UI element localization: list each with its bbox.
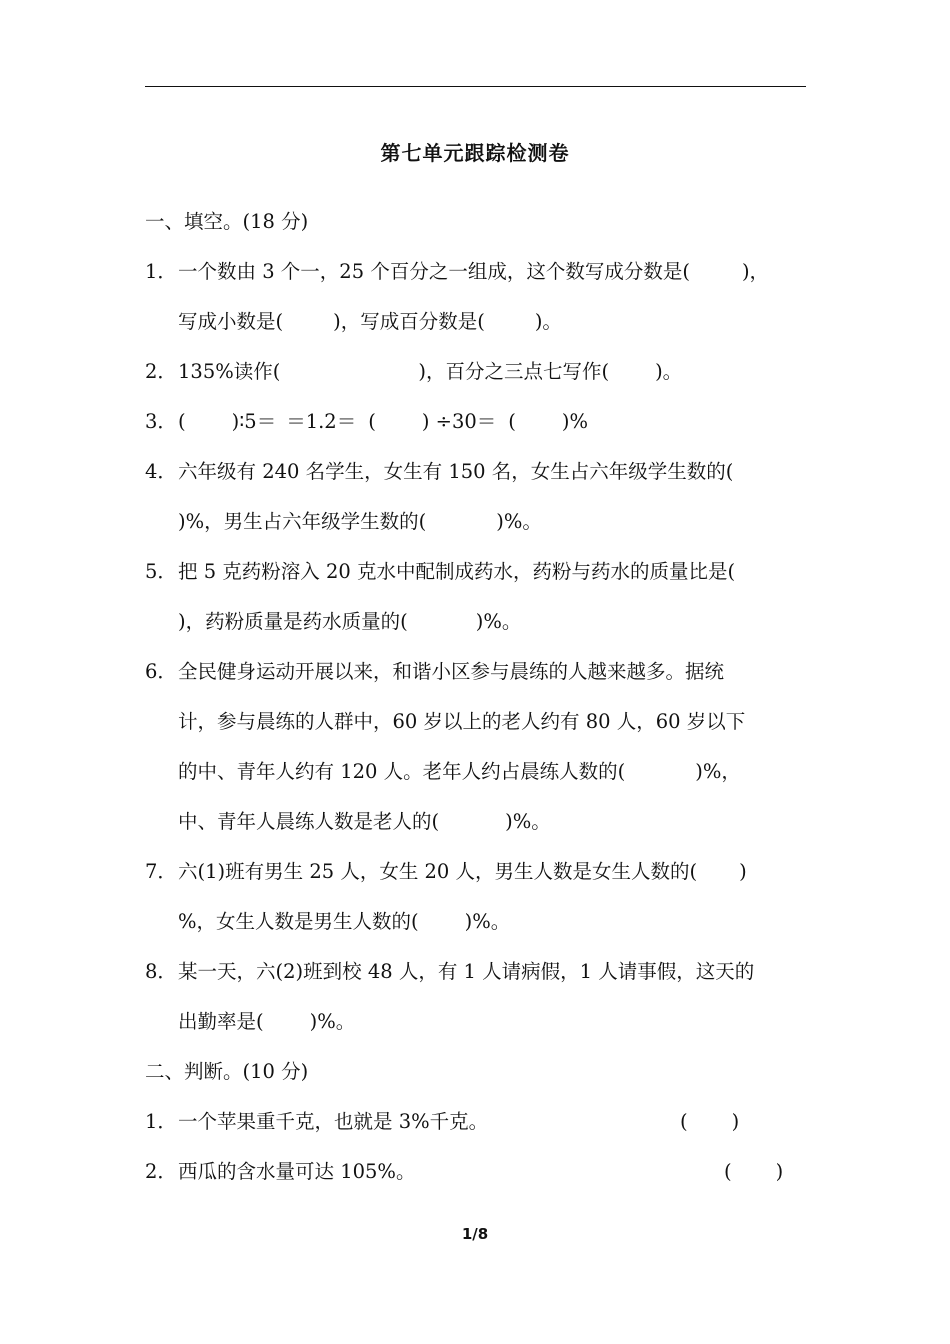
question-text: ＝1.2＝ [286, 410, 357, 433]
page-title: 第七单元跟踪检测卷 [380, 141, 570, 165]
header-rule [145, 86, 806, 87]
question-text: )，写成百分数是( [333, 310, 485, 333]
paren-open: ( [680, 1110, 688, 1133]
question-text: )， [741, 260, 770, 283]
question-1 [145, 258, 769, 286]
question-number: 3． [145, 410, 177, 433]
question-text: 中、青年人晨练人数是老人的( [178, 810, 440, 833]
question-text: 西瓜的含水量可达 105%。 [178, 1160, 416, 1183]
question-8 [145, 958, 754, 986]
question-number: 4． [145, 460, 177, 483]
question-text: %，女生人数是男生人数的( [178, 910, 419, 933]
question-text: ( [508, 410, 516, 433]
question-7-cont [178, 908, 510, 936]
question-text: 六(1)班有男生 25 人，女生 20 人，男生人数是女生人数的( [178, 860, 698, 883]
question-text: 一个苹果重千克，也就是 3%千克。 [178, 1110, 489, 1133]
question-5-cont [178, 608, 521, 636]
question-text: 一个数由 3 个一，25 个百分之一组成，这个数写成分数是( [178, 260, 690, 283]
question-text: 135%读作( [178, 360, 281, 383]
question-6-cont [178, 708, 745, 736]
judgement-answer-box-1[interactable] [680, 1108, 739, 1136]
question-text: 的中、青年人约有 120 人。老年人约占晨练人数的( [178, 760, 626, 783]
judgement-question-2 [145, 1158, 765, 1186]
judgement-question-1 [145, 1108, 765, 1136]
question-number: 1． [145, 1110, 177, 1133]
section-heading-fill-blank: 一、填空。(18 分) [145, 210, 309, 233]
question-text: )∶5＝ [231, 410, 277, 433]
paren-close: ) [731, 1110, 740, 1133]
page-indicator: 1/8 [461, 1225, 489, 1243]
question-number: 2． [145, 360, 177, 383]
question-text: )%，男生占六年级学生数的( [178, 510, 427, 533]
question-6 [145, 658, 724, 686]
question-text: )，百分之三点七写作( [418, 360, 610, 383]
question-number: 6． [145, 660, 177, 683]
question-text: ( [178, 410, 186, 433]
question-text: 全民健身运动开展以来，和谐小区参与晨练的人越来越多。据统 [178, 660, 725, 683]
question-4-cont [178, 508, 542, 536]
judgement-answer-box-2[interactable] [724, 1158, 783, 1186]
question-3 [145, 408, 588, 436]
section-heading-judgement: 二、判断。(10 分) [145, 1060, 309, 1083]
question-text: )%。 [496, 510, 542, 533]
question-text: 出勤率是( [178, 1010, 264, 1033]
question-text: )。 [655, 360, 683, 383]
question-5 [145, 558, 735, 586]
paren-close: ) [775, 1160, 784, 1183]
question-text: 计，参与晨练的人群中，60 岁以上的老人约有 80 人，60 岁以下 [178, 710, 746, 733]
question-text: 某一天，六(2)班到校 48 人，有 1 人请病假，1 人请事假，这天的 [178, 960, 755, 983]
question-number: 7． [145, 860, 177, 883]
question-8-cont [178, 1008, 355, 1036]
question-number: 1． [145, 260, 177, 283]
question-6-cont [178, 758, 741, 786]
question-text: )%。 [505, 810, 551, 833]
question-6-cont [178, 808, 551, 836]
question-text: ) ÷30＝ [421, 410, 497, 433]
question-text: )%。 [475, 610, 522, 633]
question-1-cont [178, 308, 562, 336]
question-text: )% [561, 410, 589, 433]
question-text: )%， [695, 760, 741, 783]
question-number: 2． [145, 1160, 177, 1183]
question-text: )%。 [309, 1010, 356, 1033]
question-4 [145, 458, 733, 486]
question-text: 把 5 克药粉溶入 20 克水中配制成药水，药粉与药水的质量比是( [178, 560, 736, 583]
question-text: )%。 [464, 910, 511, 933]
question-text: 六年级有 240 名学生，女生有 150 名，女生占六年级学生数的( [178, 460, 734, 483]
question-number: 8． [145, 960, 177, 983]
question-text: ) [739, 860, 747, 883]
question-7 [145, 858, 747, 886]
paren-open: ( [724, 1160, 732, 1183]
question-text: )，药粉质量是药水质量的( [178, 610, 408, 633]
question-text: )。 [534, 310, 562, 333]
question-number: 5． [145, 560, 177, 583]
question-text: 写成小数是( [178, 310, 284, 333]
question-2 [145, 358, 682, 386]
question-text: ( [368, 410, 376, 433]
